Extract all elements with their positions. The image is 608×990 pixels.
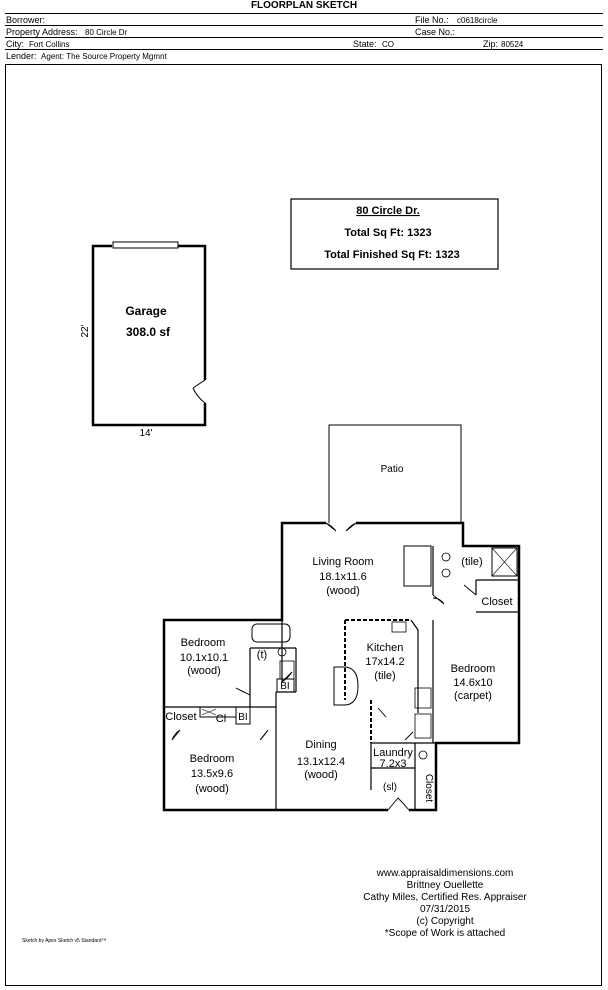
zip-label: Zip: — [483, 39, 499, 49]
scope-note: *Scope of Work is attached — [384, 928, 506, 939]
refrigerator-icon — [415, 714, 431, 738]
kitchen-name: Kitchen — [366, 642, 404, 654]
bedroom2-name: Bedroom — [189, 753, 235, 765]
living-room-size: 18.1x11.6 — [319, 571, 367, 583]
copyright-note: (c) Copyright — [416, 916, 474, 927]
garage-dim-bottom: 14' — [139, 428, 153, 439]
kitchen-floor: (tile) — [374, 670, 396, 682]
state-label: State: — [353, 39, 377, 49]
property-address-value: 80 Circle Dr — [85, 28, 128, 37]
washer-icon — [419, 751, 427, 759]
bath1-floor: (t) — [256, 649, 268, 661]
sink-icon-bath2 — [442, 569, 450, 577]
sink-icon — [392, 622, 406, 632]
bedroom2-floor: (wood) — [195, 783, 229, 795]
bedroom2-size: 13.5x9.6 — [190, 768, 234, 780]
bathtub-icon — [252, 624, 290, 642]
summary-address: 80 Circle Dr. — [356, 205, 420, 217]
file-no-label: File No.: — [415, 15, 449, 25]
bedroom3-floor: (carpet) — [454, 690, 492, 702]
appraiser-name: Brittney Ouellette — [406, 880, 484, 891]
bedroom1-name: Bedroom — [180, 637, 226, 649]
bath2-floor: (tile) — [461, 556, 483, 568]
closet-right-label: Closet — [481, 596, 513, 608]
summary-total-sqft: Total Sq Ft: 1323 — [344, 227, 432, 239]
city-label: City: — [6, 39, 24, 49]
state-value: CO — [382, 40, 394, 49]
dining-floor: (wood) — [304, 769, 338, 781]
bedroom3-size: 14.6x10 — [453, 677, 493, 689]
lender-value: Agent: The Source Property Mgmnt — [41, 52, 167, 61]
appraiser-block — [345, 868, 545, 940]
bi-label-2: BI — [238, 712, 248, 723]
zip-value: 80524 — [501, 40, 524, 49]
garage-dim-side: 22' — [80, 324, 91, 338]
vanity-icon — [404, 546, 431, 586]
closet-cl-label: Cl — [215, 713, 227, 725]
closet-left-label: Closet — [165, 711, 197, 723]
borrower-label: Borrower: — [6, 15, 46, 25]
bi-label-1: BI — [280, 681, 290, 692]
page-title: FLOORPLAN SKETCH — [250, 0, 358, 11]
summary-finished-sqft: Total Finished Sq Ft: 1323 — [324, 249, 460, 261]
report-date: 07/31/2015 — [419, 904, 471, 915]
software-credit: Sketch by Apex Sketch v5 Standard™ — [22, 938, 107, 944]
patio-label: Patio — [380, 464, 404, 475]
dining-name: Dining — [305, 739, 337, 751]
property-address-label: Property Address: — [6, 27, 78, 37]
bedroom1-size: 10.1x10.1 — [179, 652, 229, 664]
website-link[interactable]: www.appraisaldimensions.com — [376, 868, 514, 879]
laundry-name: Laundry — [373, 747, 413, 759]
garage-area: 308.0 sf — [125, 325, 171, 339]
appraiser-title: Cathy Miles, Certified Res. Appraiser — [363, 892, 527, 903]
bedroom3-name: Bedroom — [450, 663, 496, 675]
garage-name: Garage — [125, 304, 167, 318]
dining-size: 13.1x12.4 — [296, 756, 346, 768]
laundry-size: 7.2x3 — [379, 758, 407, 770]
city-value: Fort Collins — [29, 40, 70, 49]
file-no-value: c0618circle — [457, 16, 498, 25]
case-no-label: Case No.: — [415, 27, 456, 37]
closet-vertical-label: Closet — [423, 773, 434, 803]
lender-label: Lender: — [6, 51, 37, 61]
toilet-icon — [442, 553, 450, 561]
bedroom1-floor: (wood) — [187, 665, 221, 677]
living-room-name: Living Room — [312, 556, 374, 568]
garage-door — [113, 242, 178, 248]
sliding-door-label: (sl) — [383, 782, 397, 793]
living-room-floor: (wood) — [326, 585, 360, 597]
kitchen-size: 17x14.2 — [365, 656, 405, 668]
